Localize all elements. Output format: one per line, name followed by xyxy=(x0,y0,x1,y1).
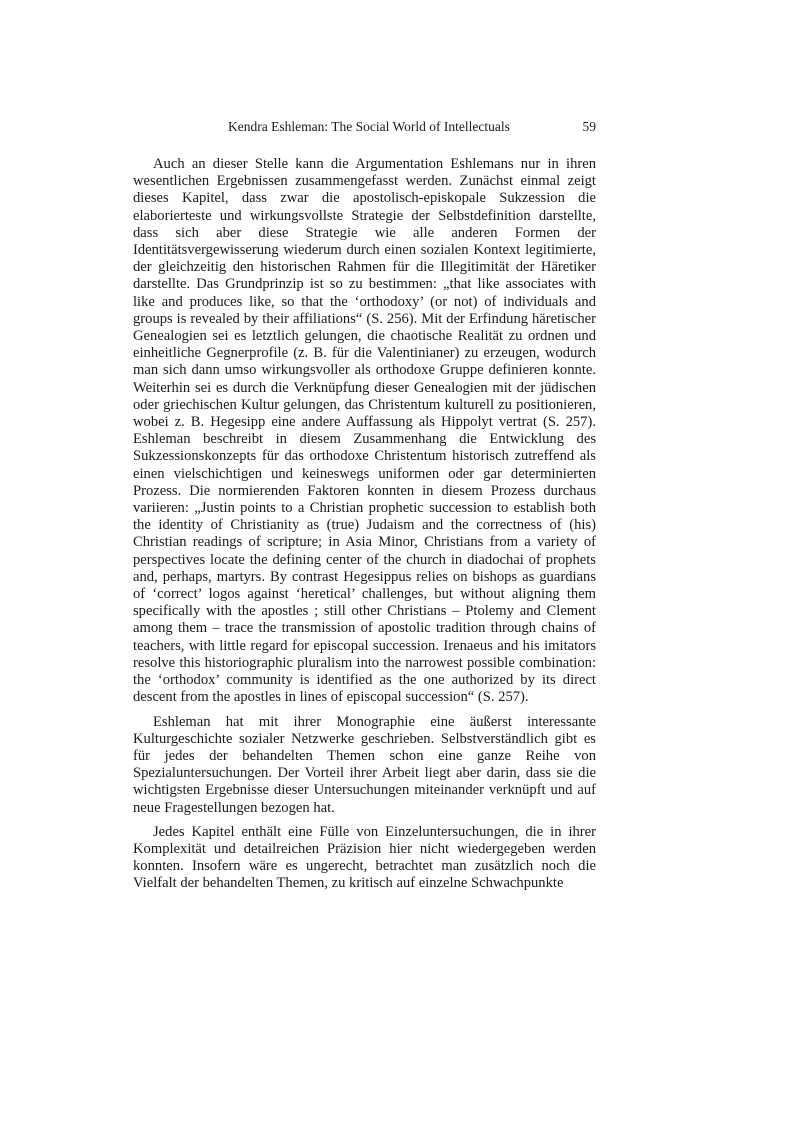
paragraph: Jedes Kapitel enthält eine Fülle von Einzeluntersuchungen, die in ihrer Komplexität und detailreichen Präzision hier nicht wiedergegeben werden konnten. Insofern wäre es ungerecht, betrachtet man zusätzlich noch die Vielfalt der behandelten Themen, zu kritisch auf einzelne Schwachpunkte xyxy=(133,823,596,892)
running-header-title: Kendra Eshleman: The Social World of Intellectuals xyxy=(228,119,510,134)
paragraph: Auch an dieser Stelle kann die Argumentation Eshlemans nur in ihren wesentlichen Ergebnissen zusammengefasst werden. Zunächst einmal zeigt dieses Kapitel, dass zwar die apostolisch-episkopale Sukzession die elaborierteste und wirkungsvollste Strategie der Selbstdefinition darstellte, dass sich aber diese Strategie wie alle anderen Formen der Identitätsvergewisserung wiederum durch einen sozialen Kontext legitimierte, der gleichzeitig den historischen Rahmen für die Illegitimität der Häretiker darstellte. Das Grundprinzip ist so zu bestimmen: „that like associates with like and produces like, so that the ‘orthodoxy’ (or not) of individuals and groups is revealed by their affiliations“ (S. 256). Mit der Erfindung häretischer Genealogien sei es letztlich gelungen, die chaotische Realität zu ordnen und einheitliche Gegnerprofile (z. B. für die Valentinianer) zu erzeugen, wodurch man sich dann umso wirkungsvoller als orthodoxe Gruppe definieren konnte. Weiterhin sei es durch die Verknüpfung dieser Genealogien mit der jüdischen oder griechischen Kultur gelungen, das Christentum kulturell zu positionieren, wobei z. B. Hegesipp eine andere Auffassung als Hippolyt vertrat (S. 257). Eshleman beschreibt in diesem Zusammenhang die Entwicklung des Sukzessionskonzepts für das orthodoxe Christentum historisch zutreffend als einen vielschichtigen und keineswegs uniformen oder gar determinierten Prozess. Die normierenden Faktoren konnten in diesem Prozess durchaus variieren: „Justin points to a Christian prophetic succession to establish both the identity of Christianity as (true) Judaism and the correctness of (his) Christian readings of scripture; in Asia Minor, Christians from a variety of perspectives locate the defining center of the church in diadochai of prophets and, perhaps, martyrs. By contrast Hegesippus relies on bishops as guardians of ‘correct’ logos against ‘heretical’ challenges, but without aligning them specifically with the apostles ; still other Christians – Ptolemy and Clement among them – trace the transmission of apostolic tradition through chains of teachers, with little regard for episcopal succession. Irenaeus and his imitators resolve this historiographic pluralism into the narrowest possible combination: the ‘orthodox’ community is identified as the one authorized by its direct descent from the apostles in lines of episcopal succession“ (S. 257). xyxy=(133,156,596,706)
paragraph: Eshleman hat mit ihrer Monographie eine äußerst interessante Kulturgeschichte sozialer Netzwerke geschrieben. Selbstverständlich gibt es für jedes der behandelten Themen schon eine ganze Reihe von Spezialuntersuchungen. Der Vorteil ihrer Arbeit liegt aber darin, dass sie die wichtigsten Ergebnisse dieser Untersuchungen miteinander verknüpft und auf neue Fragestellungen bezogen hat. xyxy=(133,713,596,816)
body-text xyxy=(133,156,596,900)
page-number: 59 xyxy=(582,119,596,134)
